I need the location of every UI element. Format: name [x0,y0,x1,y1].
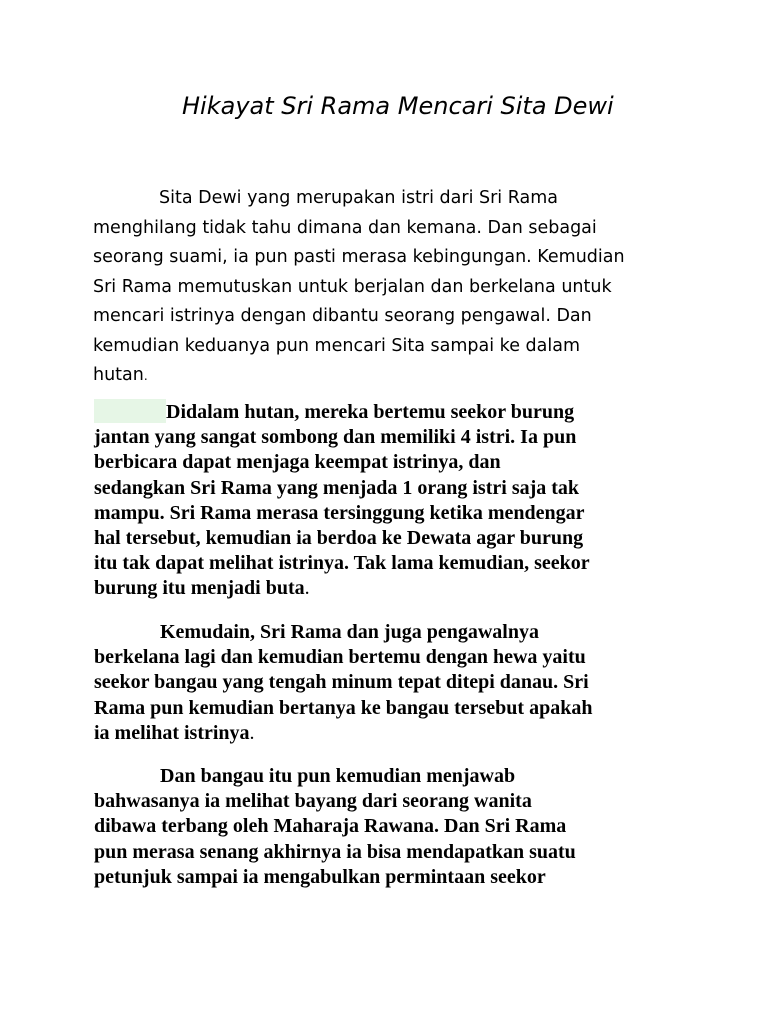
period: . [249,721,255,744]
paragraph-line: Dan bangau itu pun kemudian menjawab [160,765,516,787]
paragraph-line: Rama pun kemudian bertanya ke bangau tersebut apakah [94,696,593,719]
paragraph-line [94,576,714,601]
paragraph-line: petunjuk sampai ia mengabulkan permintaan seekor [94,865,546,888]
paragraph-line: itu tak dapat melihat istrinya. Tak lama kemudian, seekor [94,552,590,575]
paragraph-line [93,361,693,392]
period: . [304,577,310,600]
paragraph-line: Sita Dewi yang merupakan istri dari Sri Rama [159,188,558,208]
paragraph-line: pun merasa senang akhirnya ia bisa mendapatkan suatu [94,840,576,863]
paragraph-4 [94,764,714,890]
line-text: ia melihat istrinya [94,721,250,744]
paragraph-line: Sri Rama memutuskan untuk berjalan dan berkelana untuk [93,276,612,297]
paragraph-line [94,721,714,746]
paragraph-line: seorang suami, ia pun pasti merasa kebingungan. Kemudian [93,247,625,267]
paragraph-line: mencari istrinya dengan dibantu seorang pengawal. Dan [93,306,592,326]
paragraph-line: mampu. Sri Rama merasa tersinggung ketika mendengar [94,501,585,524]
paragraph-line [94,399,714,425]
paragraph-3 [94,620,714,746]
paragraph-line: sedangkan Sri Rama yang menjada 1 orang istri saja tak [94,476,580,499]
paragraph-line: Kemudain, Sri Rama dan juga pengawalnya [160,621,539,643]
paragraph-line: seekor bangau yang tengah minum tepat ditepi danau. Sri [94,671,589,694]
line-text: hutan [93,365,144,385]
period: . [143,369,148,383]
paragraph-line: menghilang tidak tahu dimana dan kemana. Dan sebagai [93,217,597,238]
paragraph-line: bahwasanya ia melihat bayang dari seorang wanita [94,790,532,813]
paragraph-line: jantan yang sangat sombong dan memiliki 4 istri. Ia pun [94,426,577,449]
paragraph-line: kemudian keduanya pun mencari Sita sampai ke dalam [93,335,580,356]
line-text: Didalam hutan, mereka bertemu seekor burung [166,401,575,423]
paragraph-line: berkelana lagi dan kemudian bertemu dengan hewa yaitu [94,646,586,669]
paragraph-line: berbicara dapat menjaga keempat istrinya, dan [94,451,501,474]
paragraph-2 [94,399,714,602]
highlight-mark [94,399,166,423]
paragraph-line: dibawa terbang oleh Maharaja Rawana. Dan Sri Rama [94,815,567,838]
paragraph-line: hal tersebut, kemudian ia berdoa ke Dewata agar burung [94,527,584,550]
document-title: Hikayat Sri Rama Mencari Sita Dewi [182,92,614,120]
paragraph-1 [93,184,693,392]
line-text: burung itu menjadi buta [94,577,305,600]
